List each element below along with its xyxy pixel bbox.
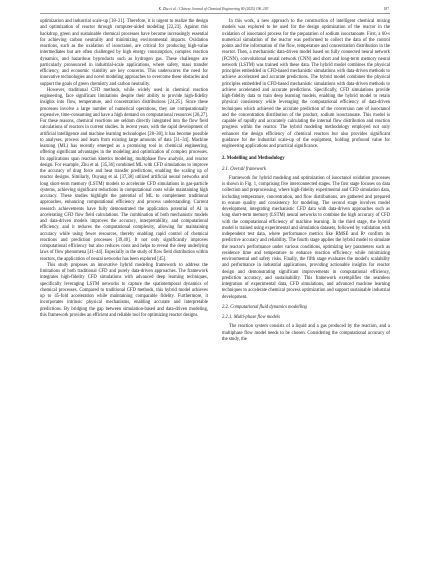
- subsection-heading: 2.1. Overall framework: [222, 166, 267, 172]
- section-heading: 2. Modelling and Methodology: [222, 156, 285, 162]
- body-paragraph: The reaction system consists of a liquid and a gas produced by the reaction, and a multiphase flow model needs to be chosen. Considering the computational accuracy of the study, the: [222, 324, 390, 342]
- body-paragraph: In this work, a new approach to the construction of intelligent chemical mixing models was explored to be used for the design optimization of the reactor in the oxidation of isooctanol process for the preparation of sodium isooctanoate. First, a 60-s numerical simulation of the reactor was performed to collect the data of the control points and the information of the flow, temperature and concentration distribution in the reactor. Then, a mechanistic data-driven model based on fully connected neural network (FCNN), convolutional neural network (CNN) and short and long-term memory neural network (LSTM) was trained with these data. The hybrid model combines the physical principles embedded in CFD-based mechanistic simulations with data-driven methods to achieve accelerated and accurate predictions. The hybrid model combines the physical principles embedded in CFD-based mechanistic simulations with data-driven methods to achieve accelerated and accurate predictions. Specifically, CFD simulations provide high-fidelity data to train deep learning models, enabling the hybrid model to retain physical consistency while leveraging the computational efficiency of data-driven techniques which achieved the accurate prediction of the conversion rate of isooctanol and the concentration distribution of the product, sodium isooctanoate. This model is capable of rapidly and accurately calculating the internal flow distribution and reaction progress within the reactor. The hybrid modeling methodology employed not only enhances the design efficiency of chemical reactors but also provides significant guidance for the industrial scale-up of the equipment, holding profound value for engineering applications and practical significance.: [222, 19, 390, 149]
- body-paragraph: optimization and industrial scale-up [18–21]. Therefore, it is urgent to realize the design and optimization of reactor through computer-aided modeling [22,23]. Against this backdrop, green and sustainable chemical processes have become increasingly essential for achieving carbon neutrality and minimizing environmental impacts. Oxidation reactions, such as the oxidation of isooctanol, are critical for producing high-value intermediates but are often challenged by high energy consumption, complex reaction dynamics, and hazardous byproducts such as hydrogen gas. These challenges are particularly pronounced in industrial-scale applications, where safety, mass transfer efficiency, and economic viability are key concerns. This underscores the need for innovative technologies and novel modeling approaches to overcome these obstacles and support the goals of green chemistry and carbon neutrality.: [40, 19, 208, 87]
- running-head: K. Zhu et al. / Chinese Journal of Chemical Engineering 80 (2025) 196–183: [158, 7, 269, 11]
- body-paragraph: Framework for hybrid modeling and optimization of isooctanol oxidation processes is shown in Fig. 1, comprising five interconnected stages. The first stage focuses on data collection and preprocessing, where high-fidelity experimental and CFD simulation data, including temperature, concentration, and flow distributions, are gathered and prepared to ensure quality and consistency for modeling. The second stage involves model development, integrating mechanistic CFD data with data-driven approaches such as long short-term memory (LSTM) neural networks to combine the high accuracy of CFD with the computational efficiency of machine learning. In the third stage, the hybrid model is trained using experimental and simulation datasets, followed by validation with independent test data, where performance metrics like RMSE and R² confirm its predictive accuracy and reliability. The fourth stage applies the hybrid model to simulate the reactor's performance under various conditions, optimizing key parameters such as residence time and temperature to enhance reaction efficiency while minimizing environmental and safety risks. Finally, the fifth stage evaluates the model's scalability and performance in industrial applications, providing actionable insights for reactor design and demonstrating significant improvements in computational efficiency, prediction accuracy, and sustainability. This framework exemplifies the seamless integration of experimental data, CFD simulations, and advanced machine learning techniques to accelerate chemical process optimization and support sustainable industrial development.: [222, 175, 390, 300]
- left-column: [40, 19, 208, 319]
- subsection-heading: 2.2. Computational fluid dynamics modelling: [222, 304, 307, 310]
- subsubsection-heading: 2.2.1. Multi-phase flow models: [222, 315, 281, 320]
- page-number: 187: [383, 7, 389, 11]
- body-paragraph: However, traditional CFD methods, while widely used in chemical reaction engineering, face significant limitations despite their ability to provide high-fidelity insights into flow, temperature, and concentration distributions [24,25]. Since these processes involve a large number of numerical operations, they are computationally expensive, time-consuming and have a high demand on computational resources [26,27]. For these reasons, chemical reactions are seldom directly integrated into the flow field calculations of reactors in current studies. In recent years, with the rapid development of artificial intelligence and machine learning technologies [28–30], it has become possible to analyses, process and learn from existing large amounts of data [31–34]. Machine learning (ML) has recently emerged as a promising tool in chemical engineering, offering significant advantages in the modeling and optimization of complex processes. Its applications span reaction kinetics modeling, multiphase flow analysis, and reactor design. For example, Zhu et al. [35,36] combined ML with CFD simulations to improve the accuracy of drag force and heat transfer predictions, enabling the scaling up of reactor designs. Similarly, Ouyang et al. [37,38] utilized artificial neural networks and long short-term memory (LSTM) models to accelerate CFD simulations in gas-particle systems, achieving significant reductions in computational costs while maintaining high accuracy. These studies highlight the potential of ML to complement traditional approaches, enhancing computational efficiency and process understanding. Current research achievements have fully demonstrated the application potential of AI in accelerating CFD flow field calculations. The combination of both mechanistic models and data-driven models improves the accuracy, interpretability, and computational efficiency, and it reduces the computational complexity, allowing for maintaining accuracy while using fewer resources, thereby enabling rapid control of chemical reactions and prediction processes [39,40]. It not only significantly improves computational efficiency but also reduces costs and helps to reveal the deep underlying laws of flow phenomena [41–44]. Especially in the study of flow field distribution within reactors, the application of neural networks has been explored [45].: [40, 87, 208, 262]
- body-paragraph: This study proposes an innovative hybrid modeling framework to address the limitations of both traditional CFD and purely data-driven approaches. The framework integrates high-fidelity CFD simulations with advanced deep learning techniques, specifically leveraging LSTM networks to capture the spatiotemporal dynamics of chemical processes. Compared to traditional CFD methods, this hybrid model achieves up to 45-fold acceleration while maintaining comparable fidelity. Furthermore, it incorporates intrinsic physical mechanisms, enabling accurate and interpretable predictions. By bridging the gap between simulation-based and data-driven modeling, this framework provides an efficient and reliable tool for optimizing reactor designs.: [40, 262, 208, 318]
- right-column: [222, 19, 390, 343]
- header-divider: [40, 13, 390, 14]
